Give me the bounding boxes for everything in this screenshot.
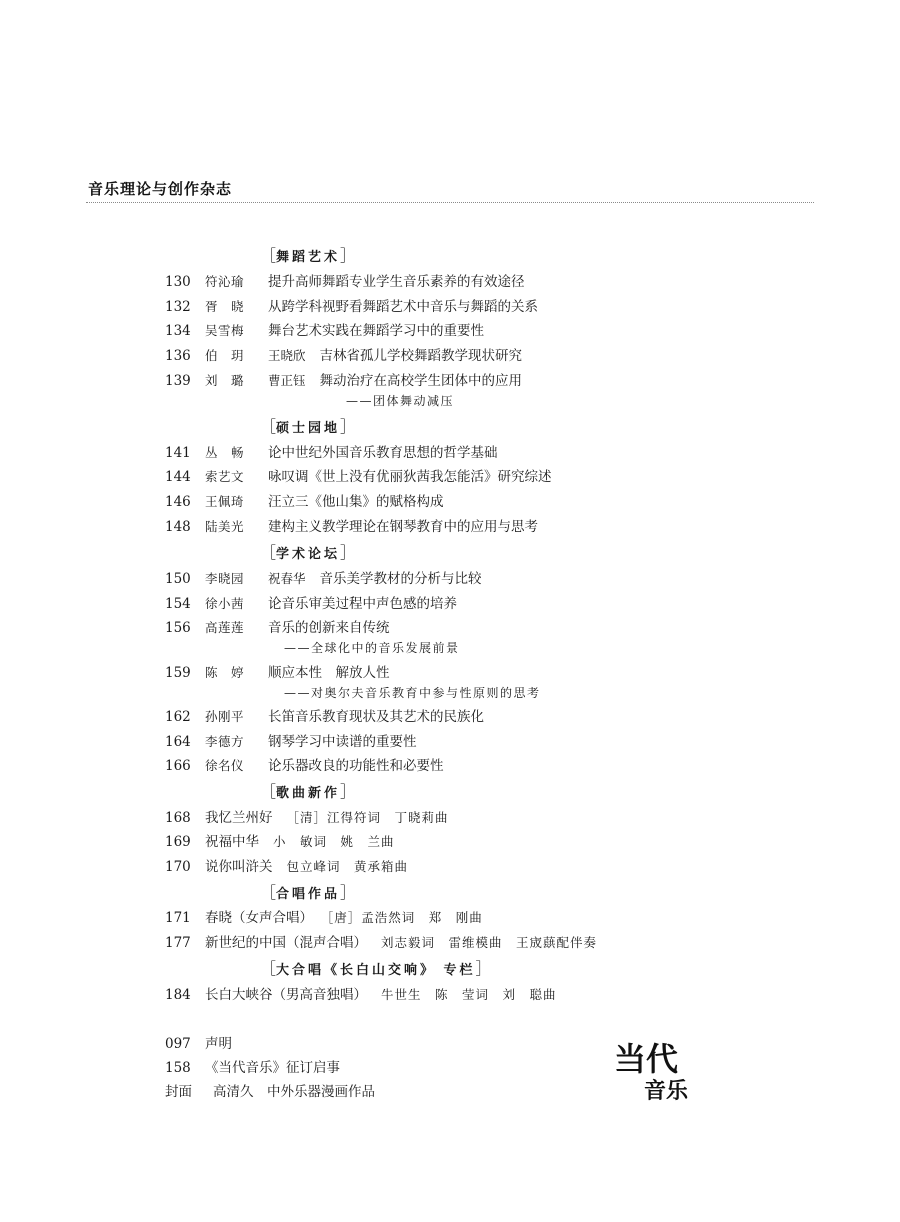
logo-line2: 音乐 [644, 1078, 689, 1104]
toc-entry[interactable]: 169 祝福中华 小 敏词 姚 兰曲 [165, 834, 395, 850]
toc-entry[interactable]: 156 高莲莲 音乐的创新来自传统 [165, 620, 390, 636]
toc-entry[interactable]: 184 长白大峡谷（男高音独唱） 牛世生 陈 莹词 刘 聪曲 [165, 987, 557, 1003]
section-heading-choral: ［合唱作品］ [260, 883, 357, 902]
toc-entry-subtitle: ——团体舞动减压 [346, 394, 455, 408]
toc-entry[interactable]: 146 王佩琦 汪立三《他山集》的赋格构成 [165, 494, 444, 510]
toc-entry[interactable]: 134 吴雪梅 舞台艺术实践在舞蹈学习中的重要性 [165, 323, 484, 339]
toc-entry[interactable]: 164 李德方 钢琴学习中读谱的重要性 [165, 734, 417, 750]
toc-entry[interactable]: 177 新世纪的中国（混声合唱） 刘志毅词 雷维模曲 王宬蕻配伴奏 [165, 935, 598, 951]
section-heading-new-songs: ［歌曲新作］ [260, 782, 357, 801]
toc-entry[interactable]: 139 刘 璐 曹正钰 舞动治疗在高校学生团体中的应用 [165, 373, 523, 389]
toc-entry[interactable]: 168 我忆兰州好 ［清］江得符词 丁晓莉曲 [165, 810, 449, 826]
toc-entry-subtitle: ——对奥尔夫音乐教育中参与性原则的思考 [284, 686, 541, 700]
misc-item[interactable]: 158 《当代音乐》征订启事 [165, 1060, 340, 1076]
toc-entry[interactable]: 141 丛 畅 论中世纪外国音乐教育思想的哲学基础 [165, 445, 498, 461]
section-heading-masters: ［硕士园地］ [260, 417, 357, 436]
toc-entry[interactable]: 162 孙刚平 长笛音乐教育现状及其艺术的民族化 [165, 709, 484, 725]
toc-entry[interactable]: 154 徐小茜 论音乐审美过程中声色感的培养 [165, 596, 457, 612]
toc-entry[interactable]: 170 说你叫浒关 包立峰词 黄承箱曲 [165, 859, 409, 875]
toc-entry[interactable]: 136 伯 玥 王晓欣 吉林省孤儿学校舞蹈教学现状研究 [165, 348, 523, 364]
section-heading-dance: ［舞蹈艺术］ [260, 246, 357, 265]
section-heading-cantata-column: ［大合唱《长白山交响》 专栏］ [260, 959, 492, 978]
toc-entry[interactable]: 166 徐名仪 论乐器改良的功能性和必要性 [165, 758, 444, 774]
toc-entry[interactable]: 171 春晓（女声合唱） ［唐］孟浩然词 郑 刚曲 [165, 910, 483, 926]
misc-item[interactable]: 097 声明 [165, 1036, 232, 1052]
toc-entry[interactable]: 148 陆美光 建构主义教学理论在钢琴教育中的应用与思考 [165, 519, 538, 535]
toc-entry[interactable]: 132 胥 晓 从跨学科视野看舞蹈艺术中音乐与舞蹈的关系 [165, 299, 538, 315]
section-heading-forum: ［学术论坛］ [260, 543, 357, 562]
journal-header: 音乐理论与创作杂志 [88, 180, 233, 198]
toc-entry[interactable]: 150 李晓园 祝春华 音乐美学教材的分析与比较 [165, 571, 482, 587]
journal-logo [608, 1036, 698, 1106]
toc-entry[interactable]: 159 陈 婷 顺应本性 解放人性 [165, 665, 390, 681]
logo-line1: 当代 [614, 1040, 679, 1078]
calligraphy-logo-icon [608, 1036, 698, 1106]
toc-entry[interactable]: 130 符沁瑜 提升高师舞蹈专业学生音乐素养的有效途径 [165, 274, 525, 290]
toc-entry-subtitle: ——全球化中的音乐发展前景 [284, 641, 460, 655]
misc-item[interactable]: 封面 高清久 中外乐器漫画作品 [165, 1084, 375, 1100]
toc-entry[interactable]: 144 索艺文 咏叹调《世上没有优丽狄茜我怎能活》研究综述 [165, 469, 552, 485]
